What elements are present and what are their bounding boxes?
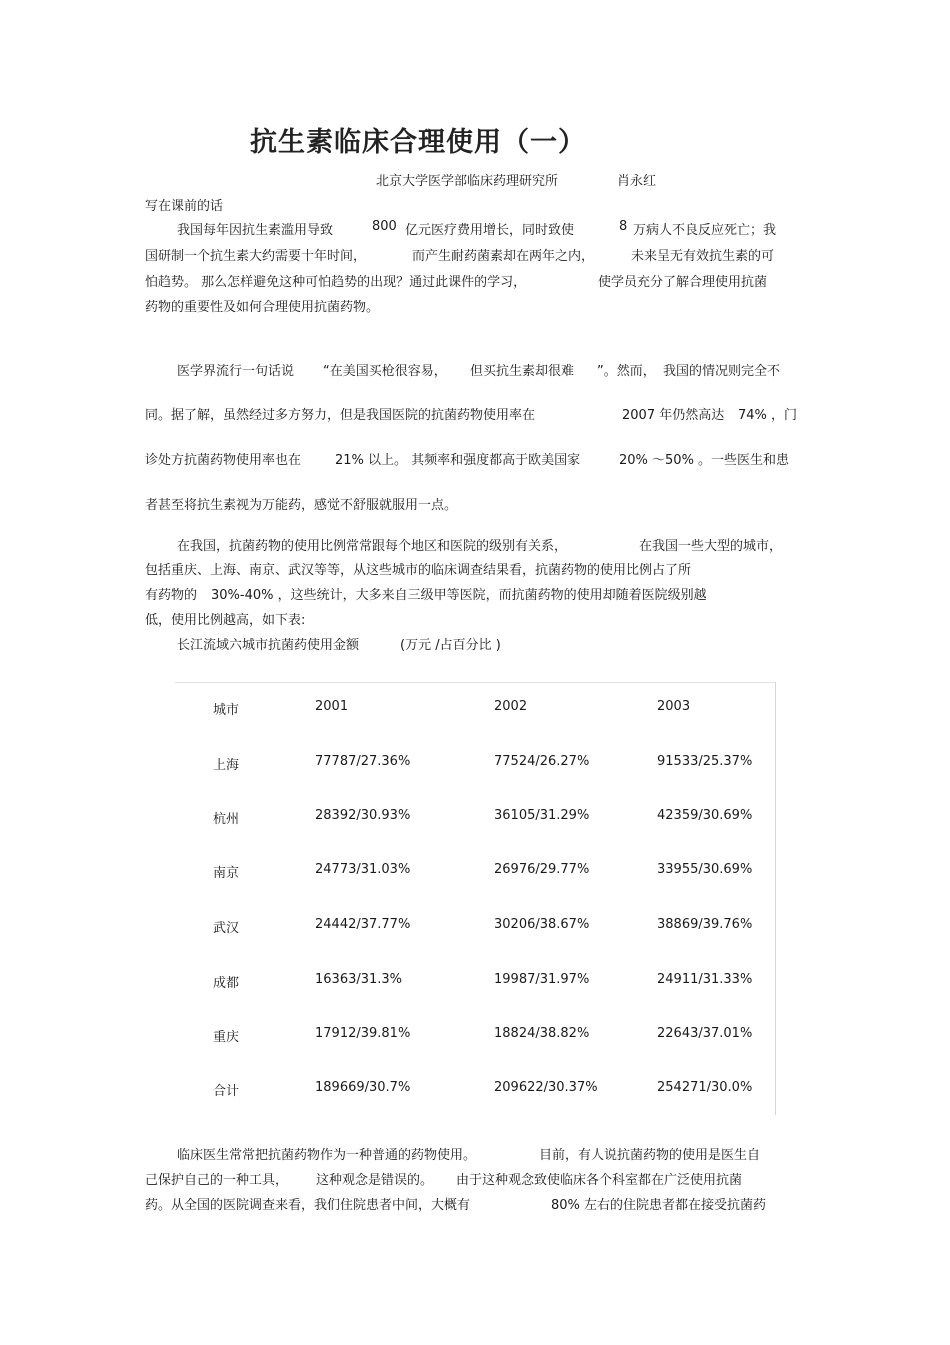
table-cell-2002: 77524/26.27% (494, 754, 590, 769)
table-cell-2003: 91533/25.37% (657, 754, 753, 769)
table-cell-2002: 209622/30.37% (494, 1080, 598, 1095)
intro-line-3-b: 使学员充分了解合理使用抗菌 (598, 275, 768, 290)
byline-author: 肖永红 (617, 174, 657, 189)
intro-line-1-d: 8 (619, 219, 628, 234)
table-header-2001: 2001 (315, 699, 349, 714)
para3-line-3-a: 有药物的 (145, 588, 198, 603)
intro-heading: 写在课前的话 (145, 199, 224, 214)
table-cell-2001: 24442/37.77% (315, 917, 411, 932)
para2-line-4: 者甚至将抗生素视为万能药，感觉不舒服就服用一点。 (145, 498, 458, 513)
para4-line-2-c: 由于这种观念致使临床各个科室都在广泛使用抗菌 (456, 1173, 743, 1188)
table-cell-2003: 254271/30.0% (657, 1080, 753, 1095)
para3-line-2: 包括重庆、上海、南京、武汉等等，从这些城市的临床调查结果看，抗菌药物的使用比例占了所 (145, 563, 692, 578)
intro-line-2-b: 而产生耐药菌素却在两年之内， (412, 249, 595, 264)
intro-line-1-c: 亿元医疗费用增长，同时致使 (405, 223, 575, 238)
table-cell-city: 成都 (213, 976, 240, 991)
para2-line-3-b: 21% 以上。 其频率和强度都高于欧美国家 (335, 453, 581, 468)
table-cell-city: 合计 (213, 1084, 240, 1099)
para4-line-3-b: 80% 左右的住院患者都在接受抗菌药 (551, 1198, 767, 1213)
para4-line-1-b: 目前，有人说抗菌药物的使用是医生自 (539, 1148, 761, 1163)
intro-line-1-a: 我国每年因抗生素滥用导致 (177, 223, 334, 238)
para2-line-2-c: 74% ，门 (738, 408, 798, 423)
usage-table (175, 682, 776, 1115)
para4-line-2-a: 己保护自己的一种工具， (145, 1173, 289, 1188)
table-caption-unit: (万元 /占百分比 ) (400, 638, 501, 653)
intro-line-1-b: 800 (372, 219, 397, 234)
para3-line-3-b: 30%-40% ，这些统计，大多来自三级甲等医院，而抗菌药物的使用却随着医院级别越 (211, 588, 707, 603)
table-cell-city: 重庆 (213, 1030, 240, 1045)
para2-line-2-a: 同。据了解，虽然经过多方努力，但是我国医院的抗菌药物使用率在 (145, 408, 536, 423)
table-cell-2001: 17912/39.81% (315, 1026, 411, 1041)
table-cell-city: 杭州 (213, 812, 240, 827)
para2-line-1-e: 我国的情况则完全不 (663, 364, 781, 379)
table-cell-2002: 19987/31.97% (494, 972, 590, 987)
para2-line-1-b: “在美国买枪很容易， (323, 364, 447, 379)
table-cell-2001: 28392/30.93% (315, 808, 411, 823)
intro-line-3-a: 怕趋势。 那么怎样避免这种可怕趋势的出现？通过此课件的学习， (145, 275, 527, 290)
para3-line-4: 低，使用比例越高，如下表: (145, 613, 306, 628)
table-cell-2003: 24911/31.33% (657, 972, 753, 987)
intro-line-4: 药物的重要性及如何合理使用抗菌药物。 (145, 300, 380, 315)
table-cell-2001: 24773/31.03% (315, 862, 411, 877)
para2-line-1-a: 医学界流行一句话说 (177, 364, 295, 379)
table-cell-2003: 33955/30.69% (657, 862, 753, 877)
para4-line-2-b: 这种观念是错误的。 (316, 1173, 434, 1188)
table-cell-2002: 26976/29.77% (494, 862, 590, 877)
table-cell-2002: 30206/38.67% (494, 917, 590, 932)
table-cell-city: 上海 (213, 758, 240, 773)
para2-line-3-c: 20% ～50% 。一些医生和患 (619, 453, 790, 468)
para4-line-1-a: 临床医生常常把抗菌药物作为一种普通的药物使用。 (177, 1148, 477, 1163)
byline-institute: 北京大学医学部临床药理研究所 (376, 174, 559, 189)
table-header-city: 城市 (213, 703, 240, 718)
table-cell-2003: 22643/37.01% (657, 1026, 753, 1041)
para2-line-3-a: 诊处方抗菌药物使用率也在 (145, 453, 302, 468)
table-cell-city: 武汉 (213, 921, 240, 936)
table-cell-2002: 36105/31.29% (494, 808, 590, 823)
para4-line-3-a: 药。从全国的医院调查来看，我们住院患者中间，大概有 (145, 1198, 471, 1213)
intro-line-2-c: 未来呈无有效抗生素的可 (631, 249, 775, 264)
intro-line-1-e: 万病人不良反应死亡；我 (633, 223, 777, 238)
table-cell-2001: 189669/30.7% (315, 1080, 411, 1095)
para2-line-1-d: ”。然而， (597, 364, 656, 379)
para2-line-2-b: 2007 年仍然高达 (622, 408, 725, 423)
para3-line-1-b: 在我国一些大型的城市， (639, 539, 783, 554)
table-cell-2002: 18824/38.82% (494, 1026, 590, 1041)
table-cell-2001: 16363/31.3% (315, 972, 403, 987)
table-cell-2003: 38869/39.76% (657, 917, 753, 932)
table-cell-city: 南京 (213, 866, 240, 881)
intro-line-2-a: 国研制一个抗生素大约需要十年时间， (145, 249, 367, 264)
para3-line-1-a: 在我国，抗菌药物的使用比例常常跟每个地区和医院的级别有关系， (177, 539, 568, 554)
table-header-2002: 2002 (494, 699, 528, 714)
table-cell-2001: 77787/27.36% (315, 754, 411, 769)
page-title: 抗生素临床合理使用（一） (250, 127, 586, 158)
table-caption: 长江流域六城市抗菌药使用金额 (177, 638, 360, 653)
table-header-2003: 2003 (657, 699, 691, 714)
table-cell-2003: 42359/30.69% (657, 808, 753, 823)
para2-line-1-c: 但买抗生素却很难 (470, 364, 575, 379)
